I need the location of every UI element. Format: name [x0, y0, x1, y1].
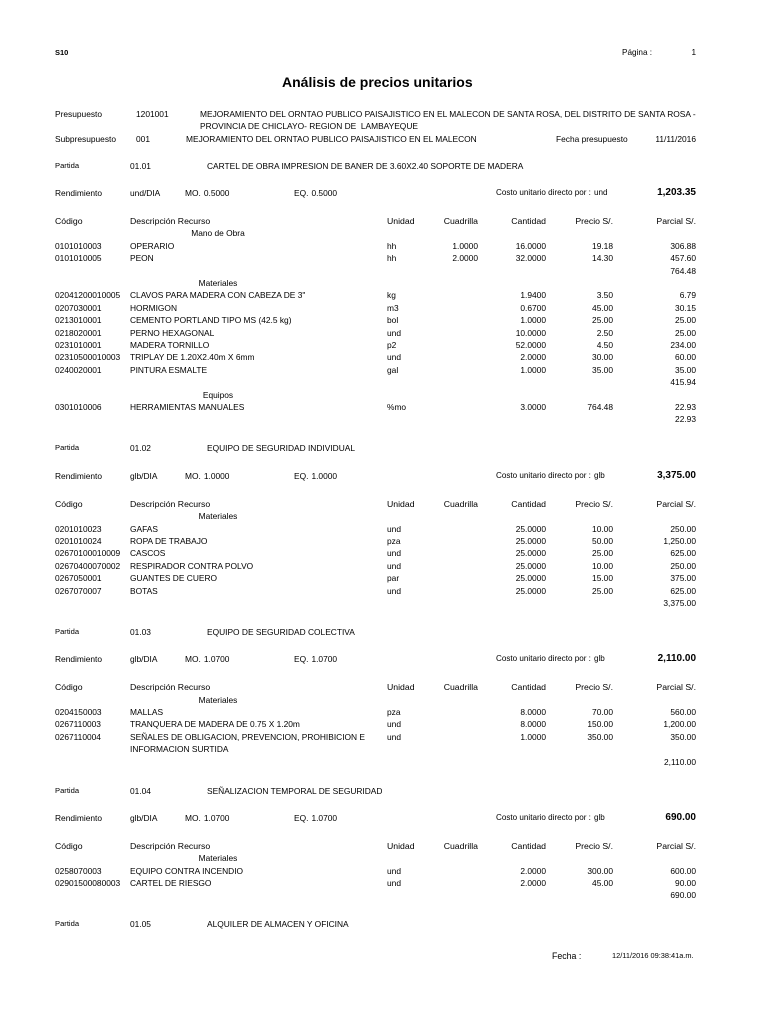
resource-quantity: 52.0000	[515, 340, 546, 351]
resource-price: 300.00	[587, 865, 613, 876]
eq-value: 0.5000	[311, 188, 338, 199]
resource-group-label: Materiales	[198, 694, 238, 705]
resource-unit: hh	[387, 253, 397, 264]
resource-quantity: 25.0000	[515, 573, 546, 584]
partida-label: Partida	[55, 160, 80, 170]
resource-partial: 1,200.00	[663, 719, 696, 730]
column-header-unit: Unidad	[387, 682, 415, 693]
column-header-description: Descripción Recurso	[130, 498, 211, 509]
resource-unit: und	[387, 560, 401, 571]
resource-quantity: 2.0000	[520, 865, 546, 876]
partida-section	[0, 626, 768, 768]
partida-title: ALQUILER DE ALMACEN Y OFICINA	[207, 919, 349, 930]
resource-quantity: 1.0000	[520, 315, 546, 326]
mo-field	[185, 653, 229, 665]
resource-row	[0, 731, 768, 756]
eq-field	[294, 812, 337, 824]
resource-quantity: 25.0000	[515, 560, 546, 571]
mo-value: 1.0700	[203, 812, 230, 823]
resource-price: 25.00	[592, 585, 613, 596]
resource-partial: 375.00	[670, 573, 696, 584]
rendimiento-label: Rendimiento	[55, 654, 103, 665]
column-header-unit: Unidad	[387, 216, 415, 227]
resource-row	[0, 865, 768, 877]
resource-crew: 1.0000	[452, 240, 478, 251]
mo-label: MO.	[185, 654, 201, 665]
eq-value: 1.0000	[311, 470, 338, 481]
resource-description: CASCOS	[130, 548, 166, 559]
resource-quantity: 8.0000	[520, 719, 546, 730]
resource-row	[0, 585, 768, 597]
partida-section	[0, 160, 768, 426]
partida-label: Partida	[55, 919, 80, 929]
resource-quantity: 1.0000	[520, 364, 546, 375]
resource-unit: und	[387, 548, 401, 559]
column-header-row	[0, 681, 768, 693]
resource-quantity: 25.0000	[515, 585, 546, 596]
unit-cost-unit: glb	[593, 470, 605, 480]
resource-code: 0267110003	[55, 719, 101, 730]
resource-unit: hh	[387, 240, 397, 251]
resource-code: 0201010023	[55, 523, 102, 534]
resource-group-row	[0, 694, 768, 706]
partida-code: 01.04	[130, 785, 151, 796]
resource-description: PEON	[130, 253, 154, 264]
resource-partial: 457.60	[670, 253, 696, 264]
column-header-description: Descripción Recurso	[130, 840, 211, 851]
footer-datetime: 12/11/2016 09:38:41a.m.	[612, 951, 694, 960]
rendimiento-row	[0, 470, 768, 482]
resource-row	[0, 351, 768, 363]
resource-group-label: Materiales	[198, 278, 238, 289]
rendimiento-row	[0, 653, 768, 665]
partida-code: 01.01	[130, 160, 151, 171]
group-subtotal: 415.94	[670, 377, 696, 388]
resource-partial: 30.15	[675, 302, 696, 313]
resource-price: 70.00	[592, 706, 613, 717]
resource-price: 30.00	[592, 352, 613, 363]
unit-cost-caption: Costo unitario directo por :	[496, 812, 591, 822]
resource-row	[0, 706, 768, 718]
group-subtotal-row	[0, 413, 768, 425]
resource-code: 0301010006	[55, 402, 102, 413]
resource-quantity: 32.0000	[515, 253, 546, 264]
column-header-partial: Parcial S/.	[656, 682, 696, 693]
unit-cost-label	[496, 812, 605, 824]
resource-quantity: 3.0000	[520, 402, 546, 413]
resource-description: GAFAS	[130, 523, 158, 534]
resource-description: CLAVOS PARA MADERA CON CABEZA DE 3"	[130, 290, 306, 301]
resource-code: 02310500010003	[55, 352, 121, 363]
unit-cost-caption: Costo unitario directo por :	[496, 654, 591, 664]
presupuesto-code: 1201001	[136, 109, 169, 119]
group-subtotal: 3,375.00	[663, 597, 696, 608]
resource-partial: 35.00	[675, 364, 696, 375]
partida-row	[0, 918, 768, 930]
partidas-list	[0, 160, 768, 931]
column-header-quantity: Cantidad	[511, 498, 546, 509]
resource-description: PERNO HEXAGONAL	[130, 327, 215, 338]
resource-price: 4.50	[596, 340, 613, 351]
resource-partial: 22.93	[675, 402, 696, 413]
mo-value: 1.0700	[203, 654, 230, 665]
resource-partial: 600.00	[670, 865, 696, 876]
resource-row	[0, 535, 768, 547]
resource-price: 25.00	[592, 315, 613, 326]
partida-title: SEÑALIZACION TEMPORAL DE SEGURIDAD	[207, 785, 383, 796]
unit-cost-value: 3,375.00	[657, 469, 696, 481]
eq-label: EQ.	[294, 470, 309, 481]
resource-row	[0, 339, 768, 351]
column-header-crew: Cuadrilla	[443, 498, 478, 509]
resource-unit: pza	[387, 535, 401, 546]
column-header-partial: Parcial S/.	[656, 840, 696, 851]
mo-field	[185, 470, 229, 482]
resource-code: 0201010024	[55, 535, 102, 546]
resource-row	[0, 523, 768, 535]
column-header-quantity: Cantidad	[511, 840, 546, 851]
resource-group-label: Materiales	[198, 511, 238, 522]
resource-description: MADERA TORNILLO	[130, 340, 210, 351]
partida-code: 01.05	[130, 919, 151, 930]
page-title: Análisis de precios unitarios	[282, 74, 473, 90]
resource-group-label: Mano de Obra	[191, 228, 245, 239]
partida-section	[0, 442, 768, 609]
resource-unit: und	[387, 731, 401, 742]
resource-description: HORMIGON	[130, 302, 177, 313]
resource-row	[0, 401, 768, 413]
resource-code: 0240020001	[55, 364, 102, 375]
column-header-row	[0, 215, 768, 227]
resource-code: 0267070007	[55, 585, 102, 596]
presupuesto-description-line-1: MEJORAMIENTO DEL ORNTAO PUBLICO PAISAJISTICO EN EL MALECON DE SANTA ROSA, DEL DISTRITO DE SANTA ROSA -	[200, 109, 696, 119]
resource-quantity: 8.0000	[520, 706, 546, 717]
unit-cost-value: 1,203.35	[657, 187, 696, 199]
resource-code: 0231010001	[55, 340, 102, 351]
resource-unit: und	[387, 352, 401, 363]
resource-price: 150.00	[587, 719, 613, 730]
resource-unit: m3	[387, 302, 399, 313]
resource-unit: und	[387, 523, 401, 534]
resource-description: BOTAS	[130, 585, 158, 596]
resource-unit: kg	[387, 290, 396, 301]
resource-crew: 2.0000	[452, 253, 478, 264]
resource-row	[0, 289, 768, 301]
resource-row	[0, 314, 768, 326]
rendimiento-label: Rendimiento	[55, 188, 103, 199]
resource-unit: und	[387, 327, 401, 338]
rendimiento-value: und/DIA	[130, 188, 161, 199]
resource-price: 350.00	[587, 731, 613, 742]
resource-partial: 90.00	[675, 878, 696, 889]
resource-price: 2.50	[596, 327, 613, 338]
resource-description: RESPIRADOR CONTRA POLVO	[130, 560, 254, 571]
system-name: S10	[55, 48, 69, 57]
subpresupuesto-label: Subpresupuesto	[55, 134, 116, 144]
unit-cost-caption: Costo unitario directo por :	[496, 470, 591, 480]
partida-row	[0, 442, 768, 454]
resource-row	[0, 547, 768, 559]
resource-description: SEÑALES DE OBLIGACION, PREVENCION, PROHIBICION E INFORMACION SURTIDA	[130, 731, 366, 755]
resource-price: 10.00	[592, 560, 613, 571]
resource-group-label: Materiales	[198, 853, 238, 864]
subpresupuesto-code: 001	[136, 134, 150, 144]
resource-partial: 625.00	[670, 585, 696, 596]
resource-price: 25.00	[592, 548, 613, 559]
resource-group-row	[0, 227, 768, 239]
resource-unit: %mo	[387, 402, 407, 413]
resource-partial: 350.00	[670, 731, 696, 742]
resource-quantity: 25.0000	[515, 535, 546, 546]
resource-price: 10.00	[592, 523, 613, 534]
partida-title: EQUIPO DE SEGURIDAD INDIVIDUAL	[207, 443, 355, 454]
resource-partial: 560.00	[670, 706, 696, 717]
resource-unit: par	[387, 573, 400, 584]
eq-field	[294, 470, 337, 482]
column-header-price: Precio S/.	[575, 840, 613, 851]
resource-quantity: 2.0000	[520, 878, 546, 889]
partida-row	[0, 626, 768, 638]
resource-row	[0, 572, 768, 584]
resource-quantity: 10.0000	[515, 327, 546, 338]
resource-quantity: 2.0000	[520, 352, 546, 363]
resource-row	[0, 252, 768, 264]
rendimiento-row	[0, 812, 768, 824]
resource-row	[0, 327, 768, 339]
mo-field	[185, 187, 229, 199]
mo-label: MO.	[185, 470, 201, 481]
partida-section	[0, 785, 768, 902]
partida-label: Partida	[55, 443, 80, 453]
page-label: Página :	[622, 48, 653, 57]
partida-label: Partida	[55, 785, 80, 795]
resource-code: 0101010005	[55, 253, 102, 264]
resource-row	[0, 877, 768, 889]
resource-quantity: 1.0000	[520, 731, 546, 742]
column-header-row	[0, 498, 768, 510]
partida-label: Partida	[55, 626, 80, 636]
column-header-crew: Cuadrilla	[443, 840, 478, 851]
resource-partial: 625.00	[670, 548, 696, 559]
partida-title: CARTEL DE OBRA IMPRESION DE BANER DE 3.60X2.40 SOPORTE DE MADERA	[207, 160, 524, 171]
partida-row	[0, 785, 768, 797]
resource-unit: bol	[387, 315, 399, 326]
resource-code: 0207030001	[55, 302, 102, 313]
column-header-quantity: Cantidad	[511, 216, 546, 227]
resource-unit: und	[387, 719, 401, 730]
resource-quantity: 16.0000	[515, 240, 546, 251]
resource-code: 02041200010005	[55, 290, 121, 301]
resource-price: 764.48	[587, 402, 613, 413]
mo-value: 0.5000	[203, 188, 230, 199]
resource-quantity: 25.0000	[515, 523, 546, 534]
eq-value: 1.0700	[311, 812, 338, 823]
resource-description: OPERARIO	[130, 240, 175, 251]
resource-description: TRIPLAY DE 1.20X2.40m X 6mm	[130, 352, 255, 363]
resource-row	[0, 718, 768, 730]
mo-label: MO.	[185, 812, 201, 823]
resource-price: 50.00	[592, 535, 613, 546]
group-subtotal-row	[0, 889, 768, 901]
resource-description: CEMENTO PORTLAND TIPO MS (42.5 kg)	[130, 315, 292, 326]
resource-group-row	[0, 277, 768, 289]
resource-row	[0, 240, 768, 252]
resource-price: 19.18	[592, 240, 613, 251]
rendimiento-label: Rendimiento	[55, 470, 103, 481]
resource-description: MALLAS	[130, 706, 164, 717]
resource-row	[0, 364, 768, 376]
resource-code: 0101010003	[55, 240, 102, 251]
column-header-unit: Unidad	[387, 840, 415, 851]
unit-cost-caption: Costo unitario directo por :	[496, 188, 591, 198]
rendimiento-value: glb/DIA	[130, 470, 158, 481]
partida-row	[0, 160, 768, 172]
resource-group-row	[0, 389, 768, 401]
resource-unit: gal	[387, 364, 399, 375]
unit-cost-unit: glb	[593, 654, 605, 664]
resource-row	[0, 560, 768, 572]
column-header-partial: Parcial S/.	[656, 498, 696, 509]
column-header-price: Precio S/.	[575, 682, 613, 693]
rendimiento-value: glb/DIA	[130, 654, 158, 665]
resource-price: 45.00	[592, 878, 613, 889]
unit-cost-value: 690.00	[665, 811, 696, 823]
presupuesto-label: Presupuesto	[55, 109, 103, 119]
eq-label: EQ.	[294, 188, 309, 199]
resource-description: ROPA DE TRABAJO	[130, 535, 208, 546]
column-header-description: Descripción Recurso	[130, 682, 211, 693]
partida-code: 01.02	[130, 443, 151, 454]
resource-quantity: 0.6700	[520, 302, 546, 313]
resource-partial: 25.00	[675, 327, 696, 338]
unit-cost-unit: und	[593, 188, 608, 198]
resource-description: TRANQUERA DE MADERA DE 0.75 X 1.20m	[130, 719, 300, 730]
unit-cost-label	[496, 653, 605, 665]
resource-group-row	[0, 510, 768, 522]
resource-unit: pza	[387, 706, 401, 717]
resource-unit: und	[387, 878, 401, 889]
resource-code: 0267050001	[55, 573, 102, 584]
resource-partial: 234.00	[670, 340, 696, 351]
column-header-price: Precio S/.	[575, 498, 613, 509]
resource-code: 0204150003	[55, 706, 102, 717]
footer-date-label: Fecha :	[552, 951, 582, 961]
resource-partial: 250.00	[670, 560, 696, 571]
rendimiento-row	[0, 187, 768, 199]
resource-price: 15.00	[592, 573, 613, 584]
resource-code: 02670100010009	[55, 548, 121, 559]
resource-group-row	[0, 852, 768, 864]
resource-description: HERRAMIENTAS MANUALES	[130, 402, 245, 413]
unit-cost-value: 2,110.00	[657, 653, 696, 665]
column-header-code: Código	[55, 216, 83, 227]
group-subtotal: 22.93	[675, 414, 696, 425]
eq-field	[294, 653, 337, 665]
resource-partial: 306.88	[670, 240, 696, 251]
resource-code: 0218020001	[55, 327, 102, 338]
resource-group-label: Equipos	[202, 389, 234, 400]
rendimiento-label: Rendimiento	[55, 812, 103, 823]
eq-field	[294, 187, 337, 199]
column-header-partial: Parcial S/.	[656, 216, 696, 227]
partida-section	[0, 918, 768, 930]
group-subtotal: 764.48	[670, 265, 696, 276]
eq-label: EQ.	[294, 654, 309, 665]
subpresupuesto-description: MEJORAMIENTO DEL ORNTAO PUBLICO PAISAJISTICO EN EL MALECON	[186, 134, 477, 144]
column-header-crew: Cuadrilla	[443, 216, 478, 227]
group-subtotal-row	[0, 597, 768, 609]
column-header-unit: Unidad	[387, 498, 415, 509]
group-subtotal: 690.00	[670, 890, 696, 901]
resource-price: 3.50	[596, 290, 613, 301]
partida-title: EQUIPO DE SEGURIDAD COLECTIVA	[207, 626, 355, 637]
column-header-price: Precio S/.	[575, 216, 613, 227]
resource-code: 0267110004	[55, 731, 101, 742]
mo-value: 1.0000	[203, 470, 230, 481]
resource-description: EQUIPO CONTRA INCENDIO	[130, 865, 244, 876]
resource-price: 14.30	[592, 253, 613, 264]
resource-partial: 60.00	[675, 352, 696, 363]
resource-code: 0213010001	[55, 315, 102, 326]
resource-partial: 6.79	[679, 290, 696, 301]
resource-unit: und	[387, 585, 401, 596]
unit-cost-label	[496, 187, 607, 199]
resource-description: PINTURA ESMALTE	[130, 364, 208, 375]
resource-description: CARTEL DE RIESGO	[130, 878, 212, 889]
eq-value: 1.0700	[311, 654, 338, 665]
mo-field	[185, 812, 229, 824]
rendimiento-value: glb/DIA	[130, 812, 158, 823]
resource-partial: 1,250.00	[663, 535, 696, 546]
budget-date: 11/11/2016	[655, 134, 696, 144]
unit-cost-unit: glb	[593, 812, 605, 822]
resource-price: 35.00	[592, 364, 613, 375]
resource-partial: 25.00	[675, 315, 696, 326]
group-subtotal: 2,110.00	[664, 756, 696, 767]
mo-label: MO.	[185, 188, 201, 199]
resource-code: 02670400070002	[55, 560, 121, 571]
resource-row	[0, 302, 768, 314]
eq-label: EQ.	[294, 812, 309, 823]
resource-quantity: 25.0000	[515, 548, 546, 559]
column-header-quantity: Cantidad	[511, 682, 546, 693]
page-number: 1	[691, 48, 696, 57]
column-header-row	[0, 840, 768, 852]
resource-unit: p2	[387, 340, 397, 351]
column-header-code: Código	[55, 498, 83, 509]
group-subtotal-row	[0, 756, 768, 768]
resource-unit: und	[387, 865, 401, 876]
partida-code: 01.03	[130, 626, 151, 637]
resource-quantity: 1.9400	[520, 290, 546, 301]
resource-partial: 250.00	[670, 523, 696, 534]
resource-code: 0258070003	[55, 865, 102, 876]
column-header-crew: Cuadrilla	[443, 682, 478, 693]
resource-code: 02901500080003	[55, 878, 121, 889]
resource-price: 45.00	[592, 302, 613, 313]
unit-cost-label	[496, 470, 605, 482]
column-header-description: Descripción Recurso	[130, 216, 211, 227]
column-header-code: Código	[55, 840, 83, 851]
presupuesto-description-line-2: PROVINCIA DE CHICLAYO- REGION DE LAMBAYEQUE	[200, 121, 418, 131]
budget-date-label: Fecha presupuesto	[556, 134, 628, 144]
group-subtotal-row	[0, 376, 768, 388]
resource-description: GUANTES DE CUERO	[130, 573, 218, 584]
column-header-code: Código	[55, 682, 83, 693]
group-subtotal-row	[0, 265, 768, 277]
